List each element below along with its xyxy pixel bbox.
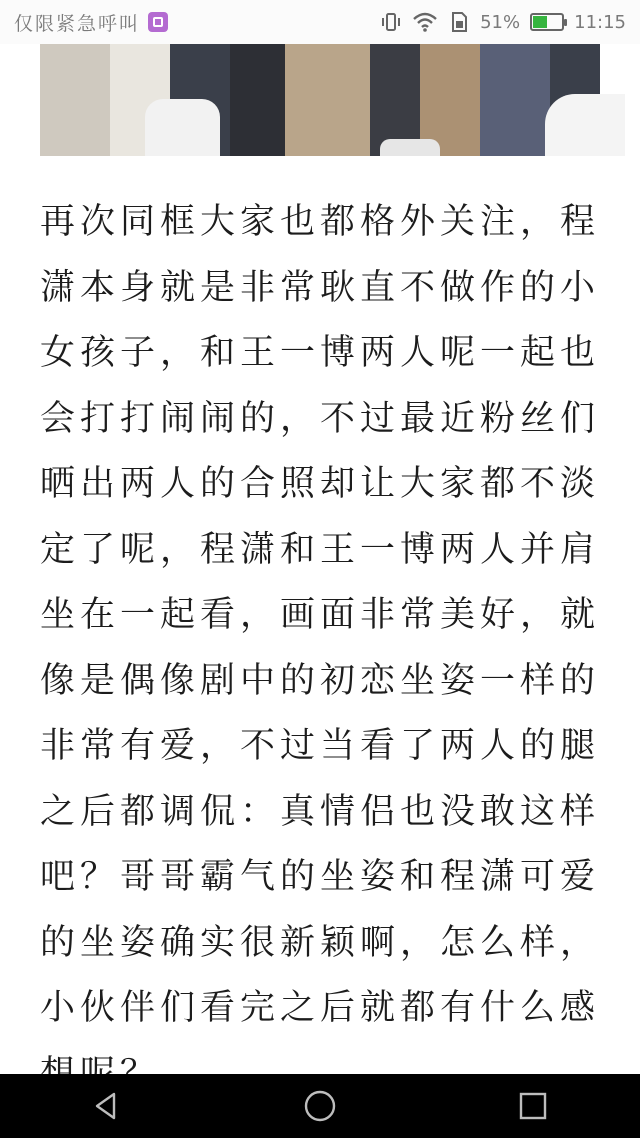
battery-percent: 51% [480,11,521,33]
photo-region [480,44,550,156]
recents-icon[interactable] [503,1076,563,1136]
status-bar [0,0,640,44]
wifi-icon [412,11,438,33]
photo-region [285,44,375,156]
photo-region [230,44,290,156]
photo-region [380,139,440,156]
article-paragraph: 再次同框大家也都格外关注，程潇本身就是非常耿直不做作的小女孩子，和王一博两人呢一起也会打打闹闹的，不过最近粉丝们晒出两人的合照却让大家都不淡定了呢，程潇和王一博两人并肩坐在一起看，画面非常美好，就像是偶像剧中的初恋坐姿一样的非常有爱，不过当看了两人的腿之后都调侃：真情侣也没敢这样吧？哥哥霸气的坐姿和程潇可爱的坐姿确实很新颖啊，怎么样，小伙伴们看完之后就都有什么感 [40,202,601,1028]
photo-region [545,94,625,156]
battery-fill [533,16,547,28]
navigation-bar [0,1074,640,1138]
app-notification-icon [148,12,168,32]
photo-region [145,99,220,156]
home-icon[interactable] [290,1076,350,1136]
clock: 11:15 [574,11,626,33]
carrier-text: 仅限紧急呼叫 [14,12,141,35]
battery-charging-icon [530,13,564,31]
article-body [40,190,600,1070]
back-icon[interactable] [77,1076,137,1136]
vibrate-icon [380,11,402,33]
status-left [14,9,168,36]
photo-region [40,44,110,156]
status-right [380,11,626,33]
sim-icon [448,11,470,33]
article-photo [40,44,600,156]
